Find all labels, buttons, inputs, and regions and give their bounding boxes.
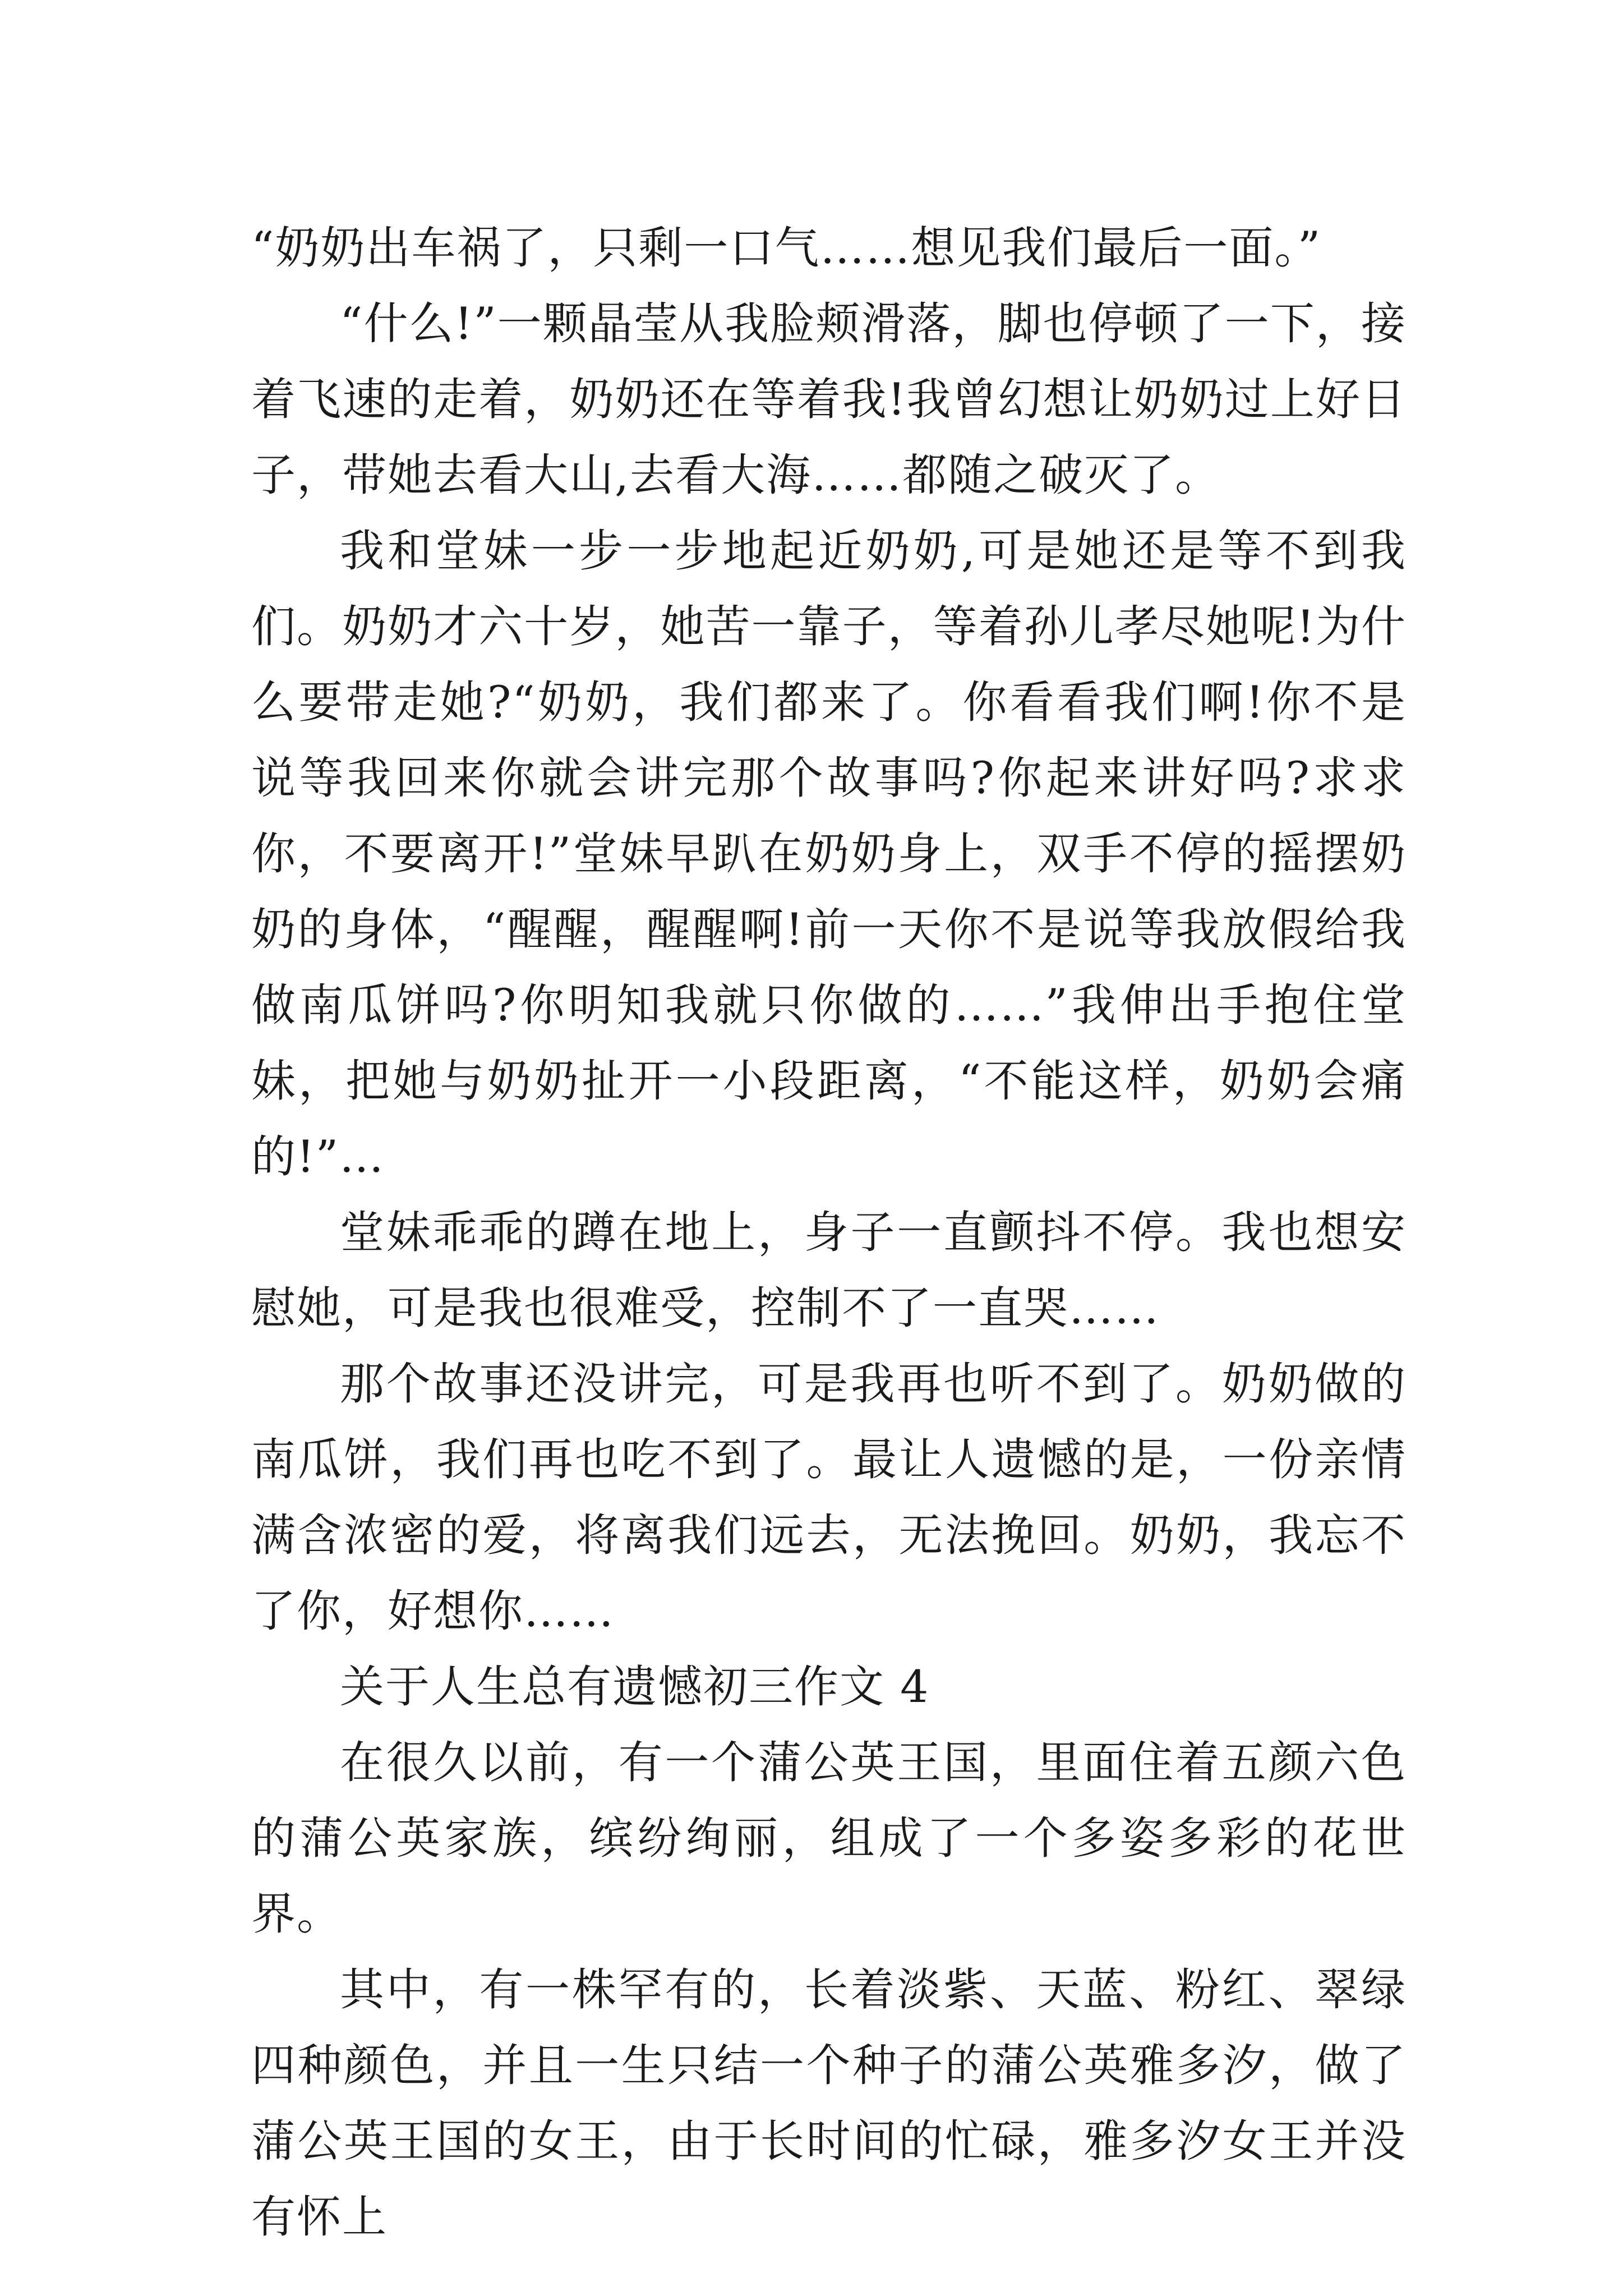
paragraph-1: “奶奶出车祸了，只剩一口气……想见我们最后一面。”	[251, 222, 1322, 274]
paragraph-4: 堂妹乖乖的蹲在地上，身子一直颤抖不停。我也想安慰她，可是我也很难受，控制不了一直哭……	[251, 1207, 1407, 1334]
section-heading: 关于人生总有遗憾初三作文 4	[340, 1661, 930, 1713]
paragraph-3: 我和堂妹一步一步地起近奶奶,可是她还是等不到我们。奶奶才六十岁，她苦一靠子，等着孙儿孝尽她呢!为什么要带走她?“奶奶，我们都来了。你看看我们啊!你不是说等我回来你就会讲完那个故事吗?你起来讲好吗?求求你，不要离开!”堂妹早趴在奶奶身上，双手不停的摇摆奶奶的身体，“醒醒，醒醒啊!前一天你不是说等我放假给我做南瓜饼吗?你明知我就只你做的……”我伸出手抱住堂妹，把她与奶奶扯开一小段距离，“不能这样，奶奶会痛的!”…	[251, 525, 1407, 1182]
paragraph-7: 其中，有一株罕有的，长着淡紫、天蓝、粉红、翠绿四种颜色，并且一生只结一个种子的蒲公英雅多汐，做了蒲公英王国的女王，由于长时间的忙碌，雅多汐女王并没有怀上	[251, 1964, 1407, 2243]
paragraph-6: 在很久以前，有一个蒲公英王国，里面住着五颜六色的蒲公英家族，缤纷绚丽，组成了一个多姿多彩的花世界。	[251, 1737, 1407, 1940]
paragraph-5: 那个故事还没讲完，可是我再也听不到了。奶奶做的南瓜饼，我们再也吃不到了。最让人遗憾的是，一份亲情满含浓密的爱，将离我们远去，无法挽回。奶奶，我忘不了你，好想你……	[251, 1358, 1407, 1637]
document-body	[251, 210, 1407, 2255]
paragraph-2: “什么!”一颗晶莹从我脸颊滑落，脚也停顿了一下，接着飞速的走着，奶奶还在等着我!我曾幻想让奶奶过上好日子，带她去看大山,去看大海……都随之破灭了。	[251, 298, 1407, 501]
